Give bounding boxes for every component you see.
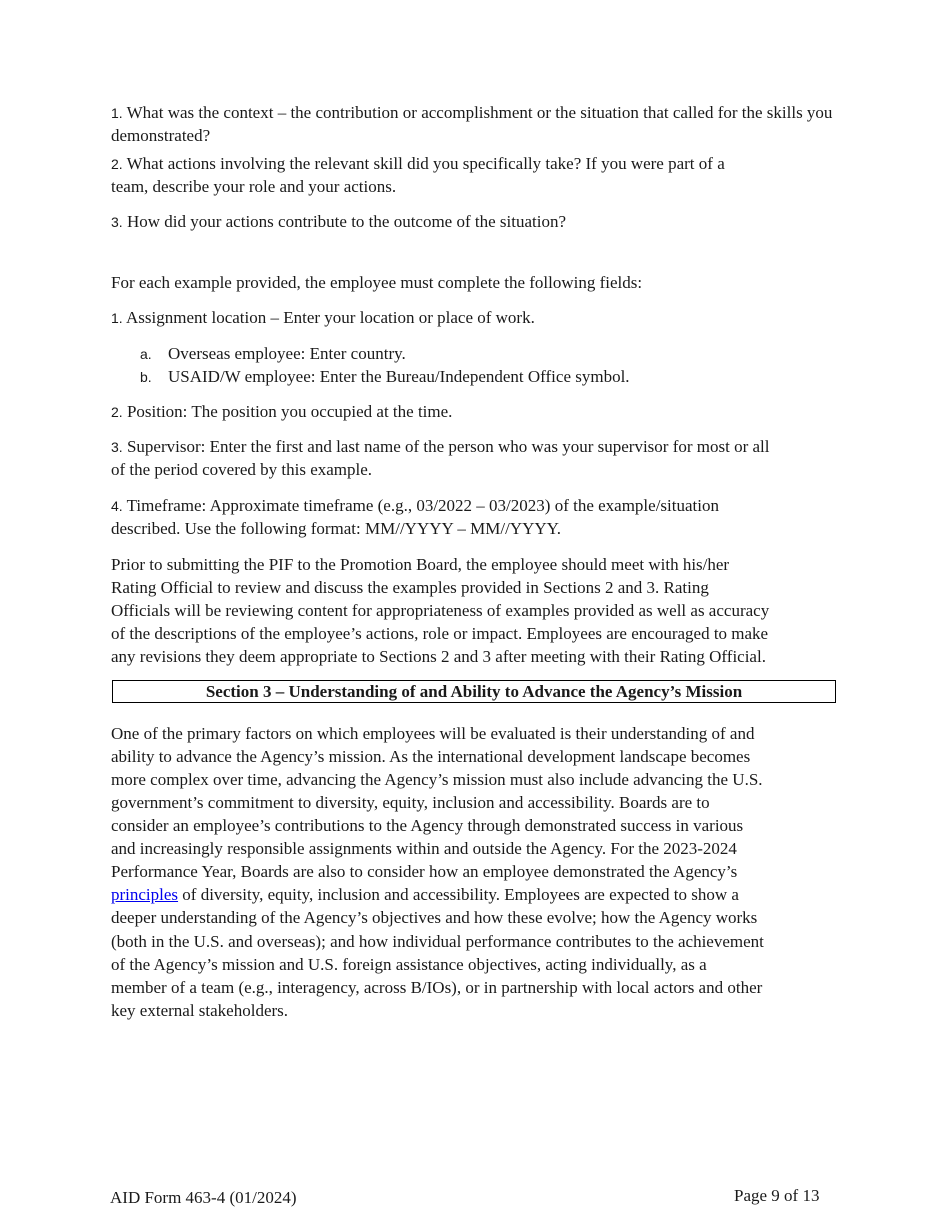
prior-paragraph-line: any revisions they deem appropriate to Sections 2 and 3 after meeting with their Rating Official. <box>111 647 766 666</box>
section-3-line: member of a team (e.g., interagency, across B/IOs), or in partnership with local actors and other <box>111 978 763 997</box>
question-2-continued: team, describe your role and your actions. <box>111 177 397 196</box>
principles-link[interactable]: principles <box>111 885 179 904</box>
prior-paragraph-line: of the descriptions of the employee’s actions, role or impact. Employees are encouraged to make <box>111 624 769 643</box>
section-3-line: and increasingly responsible assignments within and outside the Agency. For the 2023-2024 <box>111 839 737 858</box>
section-3-line: deeper understanding of the Agency’s objectives and how these evolve; how the Agency works <box>111 908 758 927</box>
form-identifier: AID Form 463-4 (01/2024) <box>110 1188 297 1207</box>
section-3-line: One of the primary factors on which employees will be evaluated is their understanding of and <box>111 724 755 743</box>
section-3-line: ability to advance the Agency’s mission. As the international development landscape becomes <box>111 747 751 766</box>
field-position: 2. Position: The position you occupied at the time. <box>111 402 453 421</box>
field-timeframe-continued: described. Use the following format: MM//YYYY – MM//YYYY. <box>111 519 561 538</box>
section-3-line: government’s commitment to diversity, equity, inclusion and accessibility. Boards are to <box>111 793 710 812</box>
field-timeframe: 4. Timeframe: Approximate timeframe (e.g., 03/2022 – 03/2023) of the example/situation <box>111 496 719 515</box>
section-3-line: of the Agency’s mission and U.S. foreign assistance objectives, acting individually, as a <box>111 955 707 974</box>
question-2: 2. What actions involving the relevant skill did you specifically take? If you were part of a <box>111 154 725 173</box>
field-overseas-employee: a. Overseas employee: Enter country. <box>140 344 406 363</box>
prior-paragraph-line: Officials will be reviewing content for appropriateness of examples provided as well as accuracy <box>111 601 770 620</box>
question-3: 3. How did your actions contribute to the outcome of the situation? <box>111 212 567 231</box>
field-supervisor-continued: of the period covered by this example. <box>111 460 373 479</box>
field-supervisor: 3. Supervisor: Enter the first and last name of the person who was your supervisor for most or all <box>111 437 770 456</box>
page-number: Page 9 of 13 <box>734 1186 820 1205</box>
question-1: 1. What was the context – the contribution or accomplishment or the situation that called for the skills you <box>111 103 833 122</box>
prior-paragraph-line: Prior to submitting the PIF to the Promotion Board, the employee should meet with his/her <box>111 555 730 574</box>
section-3-line: (both in the U.S. and overseas); and how individual performance contributes to the achievement <box>111 932 764 951</box>
question-1-continued: demonstrated? <box>111 126 211 145</box>
section-3-line: key external stakeholders. <box>111 1001 289 1020</box>
fields-intro: For each example provided, the employee must complete the following fields: <box>111 273 643 292</box>
section-3-line: consider an employee’s contributions to the Agency through demonstrated success in various <box>111 816 744 835</box>
prior-paragraph-line: Rating Official to review and discuss the examples provided in Sections 2 and 3. Rating <box>111 578 709 597</box>
field-usaid-w-employee: b. USAID/W employee: Enter the Bureau/Independent Office symbol. <box>140 367 630 386</box>
section-3-line: principles of diversity, equity, inclusion and accessibility. Employees are expected to show a <box>111 885 739 904</box>
section-3-line: more complex over time, advancing the Agency’s mission must also include advancing the U.S. <box>111 770 763 789</box>
field-assignment-location: 1. Assignment location – Enter your location or place of work. <box>111 308 535 327</box>
section-3-heading: Section 3 – Understanding of and Ability to Advance the Agency’s Mission <box>112 680 836 703</box>
section-3-line: Performance Year, Boards are also to consider how an employee demonstrated the Agency’s <box>111 862 738 881</box>
